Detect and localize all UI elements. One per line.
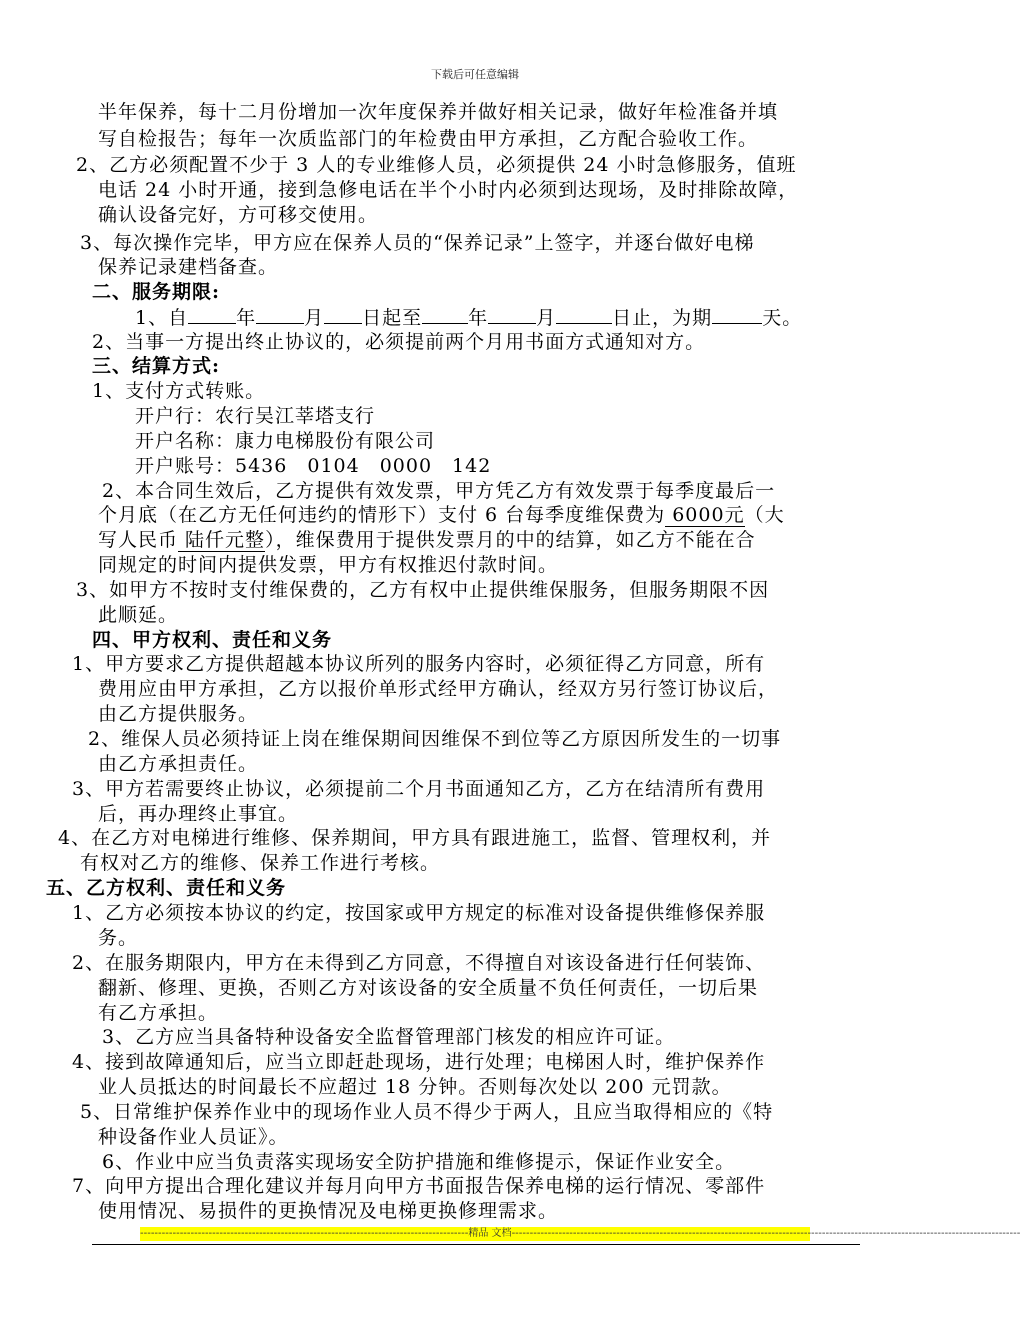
text-line: 有乙方承担。 <box>98 1002 219 1024</box>
text-line: 2、本合同生效后，乙方提供有效发票，甲方凭乙方有效发票于每季度最后一 <box>102 480 776 502</box>
text-line: 1、甲方要求乙方提供超越本协议所列的服务内容时，必须征得乙方同意，所有 <box>72 653 766 675</box>
text-segment: 写人民币 <box>98 529 179 551</box>
fee-amount: 6000元 <box>665 504 745 526</box>
text-segment: （大 <box>744 504 785 526</box>
text-line: 翻新、修理、更换，否则乙方对该设备的安全质量不负任何责任，一切后果 <box>98 977 759 999</box>
text-line: 同规定的时间内提供发票，甲方有权推迟付款时间。 <box>98 554 559 576</box>
text-line: 3、每次操作完毕，甲方应在保养人员的“保养记录”上签字，并逐台做好电梯 <box>80 232 755 254</box>
page-header: 下载后可任意编辑 <box>431 68 519 81</box>
text-segment: 天。 <box>762 307 803 329</box>
text-line: 2、乙方必须配置不少于 3 人的专业维修人员，必须提供 24 小时急修服务，值班 <box>76 154 797 176</box>
blank-month-end[interactable] <box>488 305 536 324</box>
text-segment: 年 <box>468 307 489 329</box>
text-line: 由乙方承担责任。 <box>98 753 259 775</box>
footer-rule <box>92 1244 860 1245</box>
blank-year-start[interactable] <box>188 305 236 324</box>
text-line: 2、维保人员必须持证上岗在维保期间因维保不到位等乙方原因所发生的一切事 <box>88 728 782 750</box>
text-line: 务。 <box>98 927 139 949</box>
text-line: 1、乙方必须按本协议的约定，按国家或甲方规定的标准对设备提供维修保养服 <box>72 902 766 924</box>
blank-year-end[interactable] <box>422 305 468 324</box>
text-line <box>98 503 785 527</box>
text-line: 使用情况、易损件的更换情况及电梯更换修理需求。 <box>98 1200 559 1222</box>
text-line: 1、支付方式转账。 <box>92 380 266 402</box>
service-period-line <box>135 305 802 330</box>
footer-dashes-right: --------------------------------------------------------------------------------------------------------------------------------------------- <box>511 1228 1020 1239</box>
text-line: 2、当事一方提出终止协议的，必须提前两个月用书面方式通知对方。 <box>92 331 706 353</box>
text-line: 3、甲方若需要终止协议，必须提前二个月书面通知乙方，乙方在结清所有费用 <box>72 778 766 800</box>
blank-day-end[interactable] <box>556 305 612 324</box>
fee-amount-words: 陆仟元整 <box>178 529 266 551</box>
section-heading-party-a: 四、甲方权利、责任和义务 <box>92 629 333 651</box>
blank-month-start[interactable] <box>256 305 304 324</box>
text-line: 确认设备完好，方可移交使用。 <box>98 204 379 226</box>
section-heading-party-b: 五、乙方权利、责任和义务 <box>46 877 287 899</box>
text-line: 有权对乙方的维修、保养工作进行考核。 <box>80 852 441 874</box>
text-segment: 1、自 <box>135 307 189 329</box>
bank-name: 开户行：农行吴江莘塔支行 <box>135 405 376 427</box>
text-line: 4、在乙方对电梯进行维修、保养期间，甲方具有跟进施工，监督、管理权利，并 <box>58 827 772 849</box>
text-line: 保养记录建档备查。 <box>98 256 279 278</box>
footer-dashes-left: ------------------------------------------------------------------------------------------- <box>140 1228 469 1239</box>
footer-banner <box>140 1227 1020 1241</box>
section-heading-service-period: 二、服务期限: <box>92 281 221 303</box>
text-line: 后，再办理终止事宜。 <box>98 803 299 825</box>
text-line: 6、作业中应当负责落实现场安全防护措施和维修提示，保证作业安全。 <box>102 1151 736 1173</box>
text-segment: ），维保费用于提供发票月的中的结算，如乙方不能在合 <box>265 529 756 551</box>
text-line: 写自检报告；每年一次质监部门的年检费由甲方承担，乙方配合验收工作。 <box>98 128 759 150</box>
footer-label: 精品 文档 <box>468 1228 512 1239</box>
text-line: 2、在服务期限内，甲方在未得到乙方同意，不得擅自对该设备进行任何装饰、 <box>72 952 766 974</box>
section-heading-settlement: 三、结算方式: <box>92 355 221 377</box>
text-line: 7、向甲方提出合理化建议并每月向甲方书面报告保养电梯的运行情况、零部件 <box>72 1175 766 1197</box>
text-segment: 月 <box>304 307 325 329</box>
blank-duration-days[interactable] <box>712 305 762 324</box>
text-line: 业人员抵达的时间最长不应超过 18 分钟。否则每次处以 200 元罚款。 <box>98 1076 732 1098</box>
text-line: 3、如甲方不按时支付维保费的，乙方有权中止提供维保服务，但服务期限不因 <box>76 579 770 601</box>
text-segment: 日止，为期 <box>612 307 713 329</box>
text-segment: 月 <box>536 307 557 329</box>
blank-day-start[interactable] <box>324 305 362 324</box>
account-name: 开户名称：康力电梯股份有限公司 <box>135 430 436 452</box>
text-line: 半年保养，每十二月份增加一次年度保养并做好相关记录，做好年检准备并填 <box>98 101 779 123</box>
text-segment: 日起至 <box>362 307 423 329</box>
text-line: 由乙方提供服务。 <box>98 703 259 725</box>
text-segment: 年 <box>236 307 257 329</box>
text-segment: 个月底（在乙方无任何违约的情形下）支付 6 台每季度维保费为 <box>98 504 666 526</box>
text-line: 费用应由甲方承担，乙方以报价单形式经甲方确认，经双方另行签订协议后， <box>98 678 779 700</box>
text-line: 电话 24 小时开通，接到急修电话在半个小时内必须到达现场，及时排除故障， <box>98 179 799 201</box>
text-line <box>98 528 756 552</box>
text-line: 3、乙方应当具备特种设备安全监督管理部门核发的相应许可证。 <box>102 1026 676 1048</box>
account-number: 开户账号：5436 0104 0000 142 <box>135 455 492 477</box>
text-line: 4、接到故障通知后，应当立即赶赴现场，进行处理；电梯困人时，维护保养作 <box>72 1051 766 1073</box>
text-line: 5、日常维护保养作业中的现场作业人员不得少于两人，且应当取得相应的《特 <box>80 1101 774 1123</box>
text-line: 此顺延。 <box>98 604 179 626</box>
text-line: 种设备作业人员证》。 <box>98 1126 289 1148</box>
